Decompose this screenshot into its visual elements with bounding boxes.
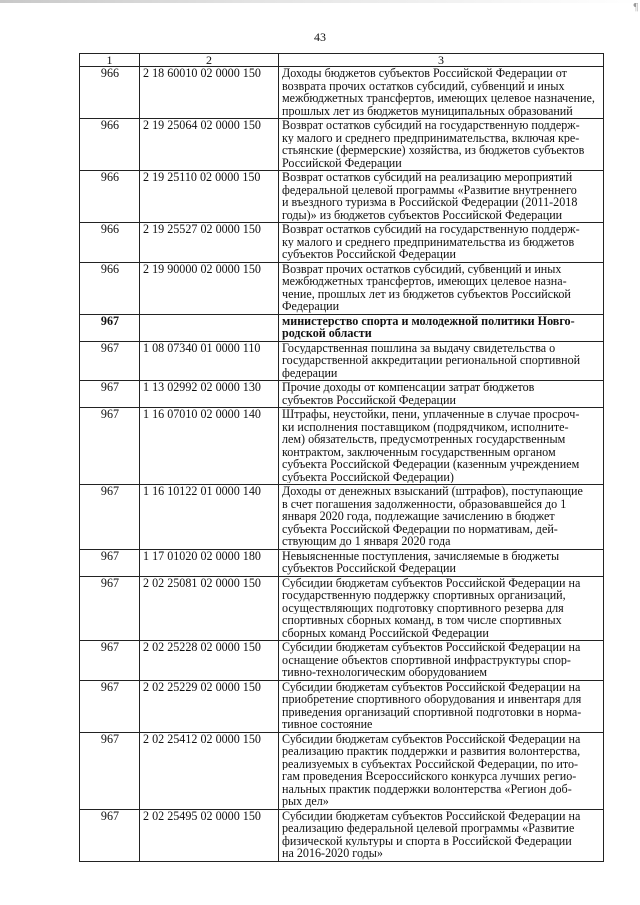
admin-code-cell: 967 bbox=[80, 408, 140, 485]
description-line: Возврат остатков субсидий на государственную поддерж- bbox=[282, 119, 580, 132]
admin-code-cell: 967 bbox=[80, 549, 140, 576]
budget-classification-code-cell: 1 16 07010 02 0000 140 bbox=[140, 408, 279, 485]
revenue-description-cell bbox=[279, 341, 604, 381]
budget-classification-code-cell: 2 02 25229 02 0000 150 bbox=[140, 680, 279, 732]
table-row bbox=[80, 732, 604, 809]
revenue-description-cell bbox=[279, 680, 604, 732]
table-row bbox=[80, 381, 604, 408]
description-line: тивное состояние bbox=[282, 718, 373, 731]
description-line: субъектов Российской Федерации bbox=[282, 393, 456, 406]
description-line: Субсидии бюджетам субъектов Российской Федерации на bbox=[282, 576, 581, 589]
revenue-description-cell bbox=[279, 732, 604, 809]
admin-code-cell: 966 bbox=[80, 223, 140, 263]
table-row bbox=[80, 680, 604, 732]
table-body bbox=[80, 67, 604, 862]
description-line: ку малого и среднего предпринимательства, включая кре- bbox=[282, 131, 580, 144]
description-line: возврата прочих остатков субсидий, субвенций и иных bbox=[282, 79, 565, 92]
budget-classification-code-cell: 1 16 10122 01 0000 140 bbox=[140, 485, 279, 550]
description-line: Невыясненные поступления, зачисляемые в бюджеты bbox=[282, 549, 560, 562]
description-line: приведения организаций спортивной подготовки в норма- bbox=[282, 705, 582, 718]
table-row bbox=[80, 341, 604, 381]
description-line: контрактом, заключенным государственным органом bbox=[282, 445, 556, 458]
revenue-description-cell bbox=[279, 262, 604, 314]
description-line: Субсидии бюджетам субъектов Российской Федерации на bbox=[282, 680, 581, 693]
description-line: Прочие доходы от компенсации затрат бюджетов bbox=[282, 381, 535, 394]
admin-code-cell: 966 bbox=[80, 119, 140, 171]
budget-table-container bbox=[79, 53, 603, 862]
column-header-2: 2 bbox=[140, 54, 279, 67]
description-line: Федерации bbox=[282, 300, 340, 313]
description-line: осуществляющих подготовку спортивного резерва для bbox=[282, 601, 564, 614]
table-row bbox=[80, 262, 604, 314]
table-row bbox=[80, 485, 604, 550]
column-header-3: 3 bbox=[279, 54, 604, 67]
description-line: на 2016-2020 годы» bbox=[282, 847, 383, 860]
revenue-description-cell bbox=[279, 408, 604, 485]
description-line: федерации bbox=[282, 366, 338, 379]
description-line: Государственная пошлина за выдачу свидетельства о bbox=[282, 341, 556, 354]
admin-code-cell: 966 bbox=[80, 171, 140, 223]
revenue-description-cell bbox=[279, 809, 604, 861]
scan-top-edge bbox=[0, 0, 640, 3]
description-line: реализацию практик поддержки и развития волонтерства, bbox=[282, 745, 581, 758]
admin-code-cell: 966 bbox=[80, 262, 140, 314]
budget-classification-code-cell: 1 17 01020 02 0000 180 bbox=[140, 549, 279, 576]
revenue-description-cell bbox=[279, 549, 604, 576]
description-line: гам проведения Всероссийского конкурса лучших регио- bbox=[282, 770, 577, 783]
table-row bbox=[80, 67, 604, 119]
revenue-description-cell bbox=[279, 485, 604, 550]
description-line: приобретение спортивного оборудования и инвентаря для bbox=[282, 693, 582, 706]
description-line: Субсидии бюджетам субъектов Российской Федерации на bbox=[282, 809, 581, 822]
admin-code-cell: 967 bbox=[80, 809, 140, 861]
budget-classification-code-cell: 2 02 25495 02 0000 150 bbox=[140, 809, 279, 861]
description-line: прошлых лет из бюджетов муниципальных образований bbox=[282, 104, 573, 117]
revenue-description-cell bbox=[279, 576, 604, 641]
revenue-description-cell bbox=[279, 314, 604, 341]
revenue-description-cell bbox=[279, 641, 604, 681]
description-line: физической культуры и спорта в Российской Федерации bbox=[282, 834, 572, 847]
description-line: Субсидии бюджетам субъектов Российской Федерации на bbox=[282, 732, 581, 745]
table-header-row bbox=[80, 54, 604, 67]
description-line: и въездного туризма в Российской Федерации (2011-2018 bbox=[282, 196, 578, 209]
description-line: стьянские (фермерские) хозяйства, из бюджетов субъектов bbox=[282, 144, 585, 157]
description-line: Субсидии бюджетам субъектов Российской Федерации на bbox=[282, 641, 581, 654]
table-row bbox=[80, 223, 604, 263]
table-row-section-header bbox=[80, 314, 604, 341]
budget-classification-code-cell: 2 19 25064 02 0000 150 bbox=[140, 119, 279, 171]
admin-code-cell: 967 bbox=[80, 485, 140, 550]
description-line: тивно-технологическим оборудованием bbox=[282, 666, 488, 679]
admin-code-cell: 967 bbox=[80, 314, 140, 341]
description-line: межбюджетных трансфертов, имеющих целевое назначение, bbox=[282, 92, 595, 105]
budget-classification-code-cell: 2 02 25228 02 0000 150 bbox=[140, 641, 279, 681]
admin-code-cell: 967 bbox=[80, 381, 140, 408]
description-line: ку малого и среднего предпринимательства из бюджетов bbox=[282, 235, 575, 248]
description-line: годы)» из бюджетов субъектов Российской Федерации bbox=[282, 208, 563, 221]
description-line: государственной аккредитации региональной спортивной bbox=[282, 354, 581, 367]
description-line: спортивных сборных команд, в том числе спортивных bbox=[282, 614, 562, 627]
description-line: в счет погашения задолженности, образовавшейся до 1 bbox=[282, 497, 567, 510]
description-line: субъекта Российской Федерации (казенным учреждением bbox=[282, 458, 580, 471]
description-line: Штрафы, неустойки, пени, уплаченные в случае просроч- bbox=[282, 408, 580, 421]
description-line: Доходы от денежных взысканий (штрафов), поступающие bbox=[282, 485, 583, 498]
budget-classification-code-cell: 1 13 02992 02 0000 130 bbox=[140, 381, 279, 408]
admin-code-cell: 967 bbox=[80, 680, 140, 732]
description-line: Доходы бюджетов субъектов Российской Федерации от bbox=[282, 67, 567, 80]
scan-corner-mark: ¶ bbox=[633, 2, 638, 13]
description-line: нальных практик поддержки волонтерства «Регион доб- bbox=[282, 782, 572, 795]
revenue-description-cell bbox=[279, 171, 604, 223]
table-row bbox=[80, 549, 604, 576]
table-row bbox=[80, 576, 604, 641]
description-line: государственную поддержку спортивных организаций, bbox=[282, 589, 566, 602]
description-line: лем) обязательств, предусмотренных государственным bbox=[282, 433, 566, 446]
revenue-description-cell bbox=[279, 119, 604, 171]
table-row bbox=[80, 408, 604, 485]
table-row bbox=[80, 641, 604, 681]
budget-revenue-table bbox=[79, 53, 604, 862]
description-line: января 2020 года, подлежащие зачислению в бюджет bbox=[282, 510, 555, 523]
admin-code-cell: 967 bbox=[80, 641, 140, 681]
revenue-description-cell bbox=[279, 223, 604, 263]
budget-classification-code-cell: 1 08 07340 01 0000 110 bbox=[140, 341, 279, 381]
revenue-description-cell bbox=[279, 381, 604, 408]
description-line: реализацию федеральной целевой программы «Развитие bbox=[282, 822, 575, 835]
description-line: рых дел» bbox=[282, 795, 329, 808]
budget-classification-code-cell: 2 02 25081 02 0000 150 bbox=[140, 576, 279, 641]
table-row bbox=[80, 809, 604, 861]
description-line: Возврат остатков субсидий на реализацию мероприятий bbox=[282, 171, 573, 184]
admin-code-cell: 967 bbox=[80, 341, 140, 381]
budget-classification-code-cell: 2 19 25110 02 0000 150 bbox=[140, 171, 279, 223]
budget-classification-code-cell: 2 02 25412 02 0000 150 bbox=[140, 732, 279, 809]
revenue-description-cell bbox=[279, 67, 604, 119]
description-line: межбюджетных трансфертов, имеющих целевое назна- bbox=[282, 275, 567, 288]
description-line: Российской Федерации bbox=[282, 156, 402, 169]
description-line: субъектов Российской Федерации bbox=[282, 248, 456, 261]
budget-classification-code-cell: 2 19 90000 02 0000 150 bbox=[140, 262, 279, 314]
description-line: оснащение объектов спортивной инфраструктуры спор- bbox=[282, 653, 571, 666]
description-line: субъекта Российской Федерации по нормативам, дей- bbox=[282, 522, 558, 535]
column-header-1: 1 bbox=[80, 54, 140, 67]
budget-classification-code-cell: 2 18 60010 02 0000 150 bbox=[140, 67, 279, 119]
description-line: сборных команд Российской Федерации bbox=[282, 626, 489, 639]
admin-code-cell: 967 bbox=[80, 732, 140, 809]
description-line: ки исполнения поставщиком (подрядчиком, исполните- bbox=[282, 420, 569, 433]
budget-classification-code-cell: 2 19 25527 02 0000 150 bbox=[140, 223, 279, 263]
description-line: министерство спорта и молодежной политики Новго- bbox=[282, 314, 575, 327]
admin-code-cell: 966 bbox=[80, 67, 140, 119]
budget-classification-code-cell bbox=[140, 314, 279, 341]
description-line: реализуемых в субъектах Российской Федерации, по ито- bbox=[282, 757, 579, 770]
table-row bbox=[80, 119, 604, 171]
admin-code-cell: 967 bbox=[80, 576, 140, 641]
description-line: субъектов Российской Федерации bbox=[282, 562, 456, 575]
description-line: субъекта Российской Федерации) bbox=[282, 470, 454, 483]
description-line: ствующим до 1 января 2020 года bbox=[282, 535, 451, 548]
table-row bbox=[80, 171, 604, 223]
description-line: Возврат остатков субсидий на государственную поддерж- bbox=[282, 223, 580, 236]
description-line: чение, прошлых лет из бюджетов субъектов Российской bbox=[282, 287, 571, 300]
description-line: Возврат прочих остатков субсидий, субвенций и иных bbox=[282, 262, 562, 275]
description-line: родской области bbox=[282, 327, 372, 340]
description-line: федеральной целевой программы «Развитие внутреннего bbox=[282, 183, 577, 196]
page-number: 43 bbox=[314, 30, 326, 44]
